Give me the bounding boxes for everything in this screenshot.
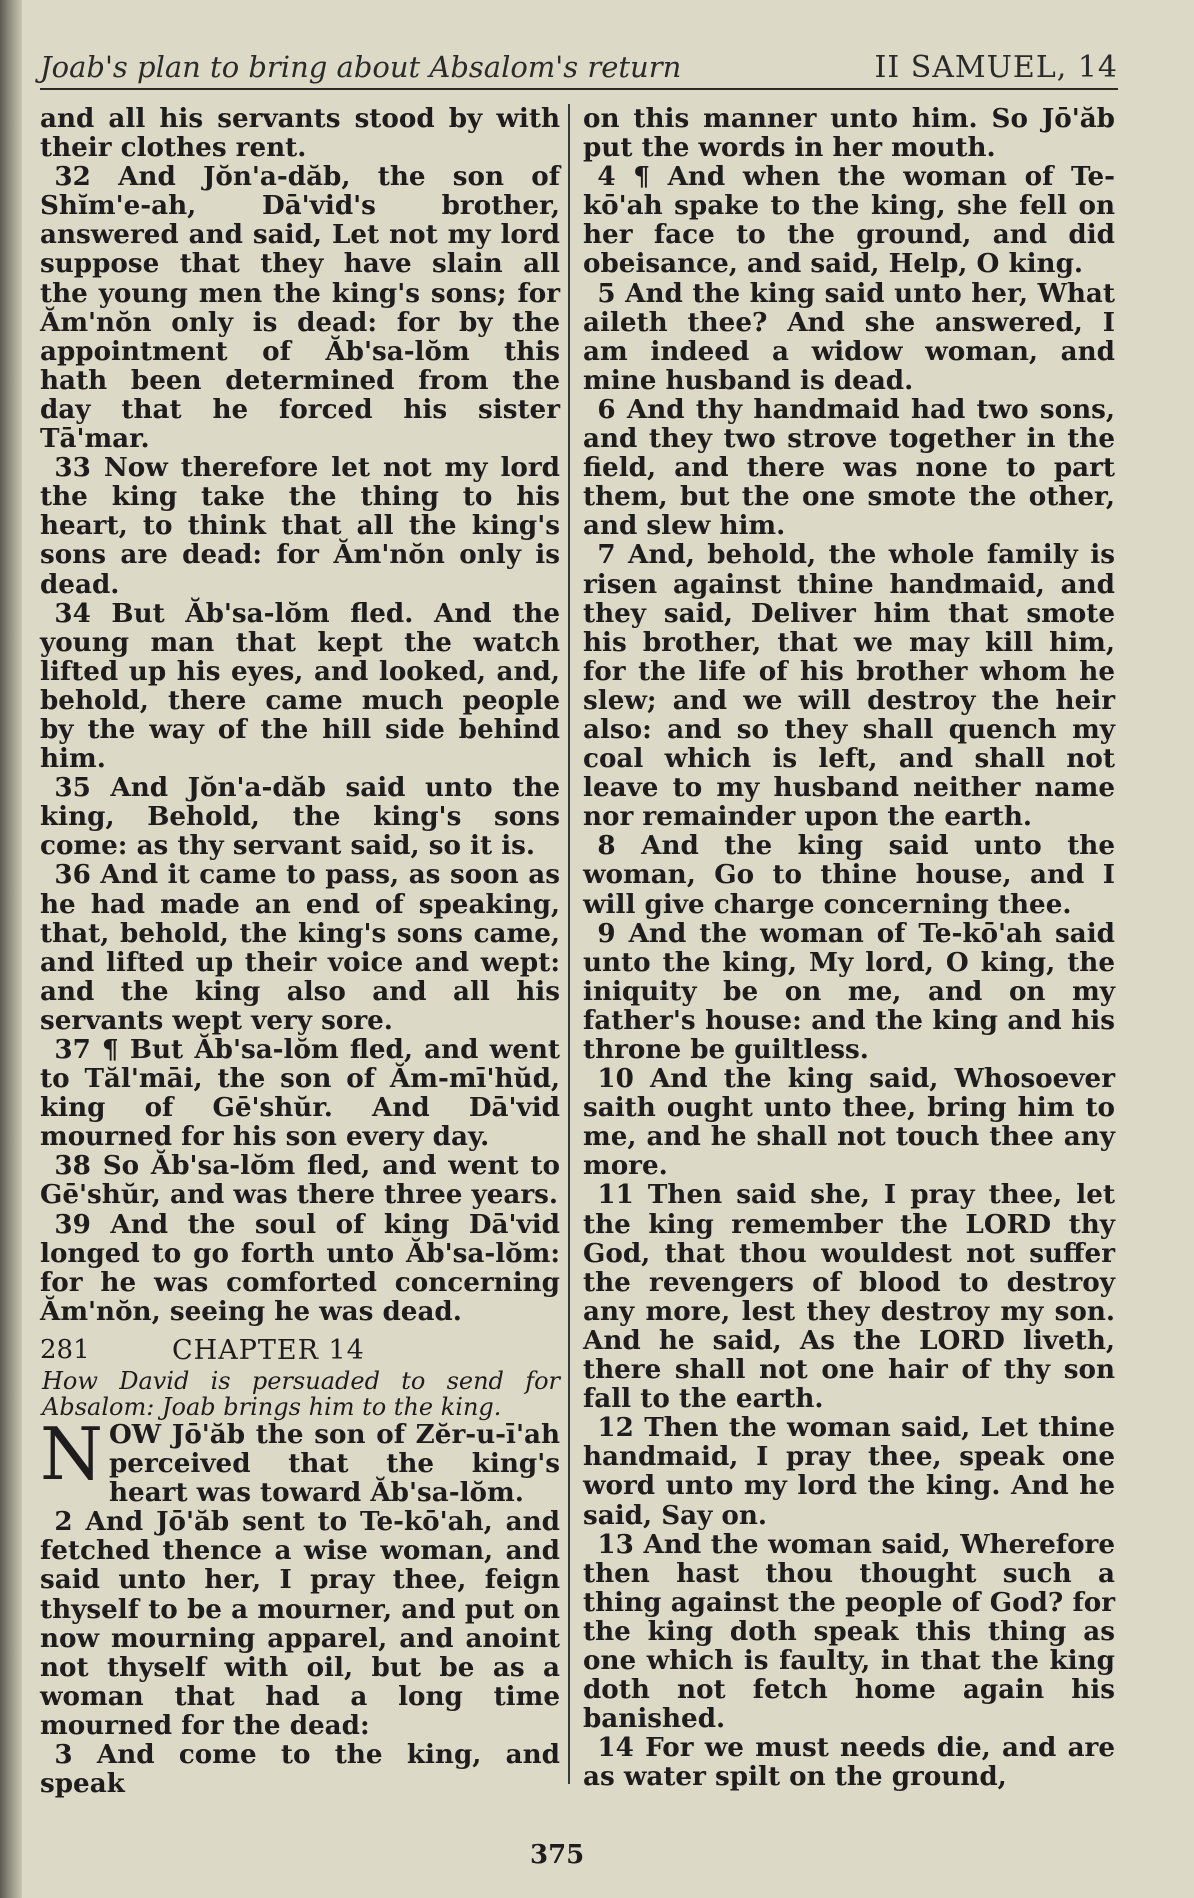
verse: 3 And come to the king, and speak <box>40 1738 560 1800</box>
chapter-first-verse <box>40 1411 560 1509</box>
verse: 35 And Jŏn'a-dăb said unto the king, Behold, the king's sons come: as thy servant said, so it is. <box>40 772 560 862</box>
chapter-reference-number: 281 <box>40 1334 90 1365</box>
verse: 38 So Ăb'sa-lŏm fled, and went to Gē'shŭr, and was there three years. <box>40 1150 560 1211</box>
drop-cap: N <box>40 1411 103 1496</box>
verse: 32 And Jŏn'a-dăb, the son of Shĭm'e-ah, Dā'vid's brother, answered and said, Let not my lord suppose that they have slain all the young men the king's sons; for Ăm'nŏn only is dead: for by the appointment of Ăb'sa-lŏm this hath been determined from the day that he forced his sister Tā'mar. <box>40 161 560 455</box>
chapter-title: CHAPTER 14 <box>172 1334 365 1366</box>
right-column <box>583 103 1115 1793</box>
verse: 37 ¶ But Ăb'sa-lŏm fled, and went to Tăl'māi, the son of Ăm-mī'hŭd, king of Gē'shŭr. And Dā'vid mourned for his son every day. <box>40 1034 560 1153</box>
verse: 2 And Jō'ăb sent to Te-kō'ah, and fetched thence a wise woman, and said unto her, I pray thee, feign thyself to be a mourner, and put on now mourning apparel, and anoint not thyself with oil, but be as a woman that had a long time mourned for the dead: <box>40 1506 560 1741</box>
verse: 9 And the woman of Te-kō'ah said unto the king, My lord, O king, the iniquity be on me, and on my father's house: and the king and his throne be guiltless. <box>583 917 1115 1065</box>
verse: and all his servants stood by with their clothes rent. <box>40 103 560 164</box>
verse: 4 ¶ And when the woman of Te-kō'ah spake to the king, she fell on her face to the ground, and did obeisance, and said, Help, O king. <box>583 161 1115 280</box>
verse: 12 Then the woman said, Let thine handmaid, I pray thee, speak one word unto my lord the king. And he said, Say on. <box>583 1412 1115 1531</box>
verse: 36 And it came to pass, as soon as he had made an end of speaking, that, behold, the king's sons came, and lifted up their voice and wept: and the king also and all his servants wept very sore. <box>40 859 560 1036</box>
verse: 33 Now therefore let not my lord the king take the thing to his heart, to think that all the king's sons are dead: for Ăm'nŏn only is dead. <box>40 452 560 600</box>
chapter-heading <box>40 1336 560 1368</box>
verse: 10 And the king said, Whosoever saith ought unto thee, bring him to me, and he shall not touch thee any more. <box>583 1063 1115 1182</box>
chapter-summary: How David is persuaded to send for Absalom: Joab brings him to the king. <box>42 1366 560 1421</box>
verse: 34 But Ăb'sa-lŏm fled. And the young man that kept the watch lifted up his eyes, and looked, and, behold, there came much people by the way of the hill side behind him. <box>40 597 560 775</box>
left-column <box>40 103 560 1800</box>
verse: 7 And, behold, the whole family is risen against thine handmaid, and they said, Deliver him that smote his brother, that we may kill him, for the life of his brother whom he slew; and we will destroy the heir also: and so they shall quench my coal which is left, and shall not leave to my husband neither name nor remainder upon the earth. <box>583 539 1115 833</box>
column-rule <box>568 104 570 1784</box>
verse: 11 Then said she, I pray thee, let the king remember the LORD thy God, that thou wouldest not suffer the revengers of blood to destroy any more, lest they destroy my son. And he said, As the LORD liveth, there shall not one hair of thy son fall to the earth. <box>583 1179 1115 1415</box>
running-head <box>40 44 1118 90</box>
verse: 6 And thy handmaid had two sons, and they two strove together in the field, and there was none to part them, but the one smote the other, and slew him. <box>583 393 1115 542</box>
verse: on this manner unto him. So Jō'ăb put the words in her mouth. <box>583 103 1115 164</box>
running-head-left: Joab's plan to bring about Absalom's return <box>40 50 682 84</box>
verse: 39 And the soul of king Dā'vid longed to go forth unto Ăb'sa-lŏm: for he was comforted concerning Ăm'nŏn, seeing he was dead. <box>40 1208 560 1327</box>
running-head-right: II SAMUEL, 14 <box>874 50 1118 85</box>
verse: 13 And the woman said, Wherefore then hast thou thought such a thing against the people of God? for the king doth speak this thing as one which is faulty, in that the king doth not fetch home again his banished. <box>583 1528 1115 1735</box>
verse: 8 And the king said unto the woman, Go to thine house, and I will give charge concerning thee. <box>583 830 1115 920</box>
verse: 14 For we must needs die, and are as water spilt on the ground, <box>583 1732 1115 1793</box>
page-number: 375 <box>530 1840 585 1870</box>
verse: 5 And the king said unto her, What aileth thee? And she answered, I am indeed a widow woman, and mine husband is dead. <box>583 277 1115 396</box>
first-verse-text: OW Jō'ăb the son of Zĕr-u-ī'ah perceived that the king's heart was toward Ăb'sa-lŏm. <box>109 1418 560 1509</box>
